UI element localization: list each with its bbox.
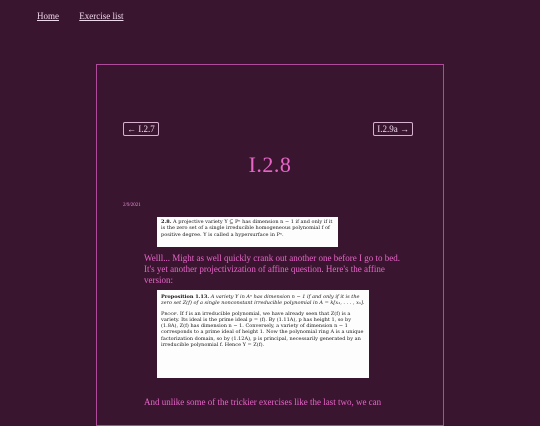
exercise-label: 2.8. [161, 219, 172, 225]
home-link[interactable]: Home [37, 11, 59, 21]
next-exercise-button[interactable]: I.2.9a → [373, 122, 413, 136]
exercise-list-link[interactable]: Exercise list [79, 11, 124, 21]
proposition-label: Proposition 1.13. [161, 294, 210, 300]
proposition-statement: A variety Y in Aⁿ has dimension n − 1 if and only if it is the zero set Z(f) of a single nonconstant irreducible polynomial in A = k[x₁, . . . , xₙ]. [161, 294, 365, 307]
body-paragraph-2: And unlike some of the trickier exercises like the last two, we can [144, 397, 382, 407]
top-nav [37, 11, 142, 21]
body-paragraph-1: Welll... Might as well quickly crank out another one before I go to bed. It's yet another projectivization of affine question. Here's the affine version: [144, 253, 400, 285]
proposition-image [157, 290, 369, 378]
proof-text: If f is an irreducible polynomial, we have already seen that Z(f) is a variety. Its ideal is the prime ideal p = (f). By (1.11A), p has height 1, so by (1.8A), Z(f) has dimension n − 1. Conversely, a variety of dimension n − 1 corresponds to a prime ideal of height 1. Now the polynomial ring A is a unique factorization domain, so by (1.12A), p is principal, necessarily generated by an irreducible polynomial f. Hence Y = Z(f). [161, 310, 364, 348]
post-date: 2/9/2021 [123, 203, 141, 208]
exercise-text: A projective variety Y ⊆ Pⁿ has dimension n − 1 if and only if it is the zero set of a single irreducible homogeneous polynomial f of positive degree. Y is called a hypersurface in Pⁿ. [161, 219, 333, 238]
exercise-statement-image [157, 217, 338, 247]
page-title: I.2.8 [248, 152, 292, 177]
prev-exercise-button[interactable]: ← I.2.7 [123, 122, 159, 136]
proof-label: Proof. [161, 310, 179, 317]
content-panel [96, 64, 444, 426]
